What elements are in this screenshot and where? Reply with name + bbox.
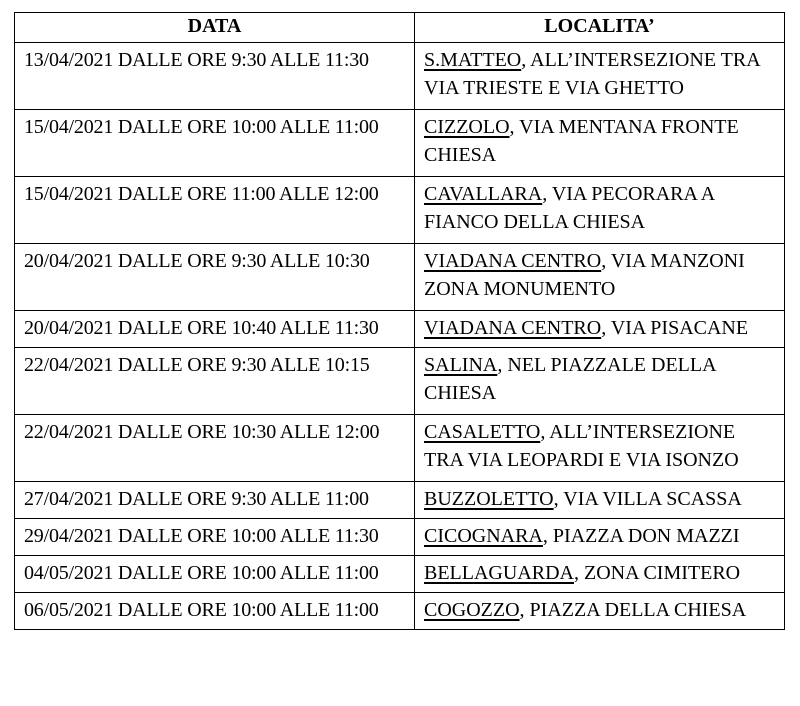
place-name: CAVALLARA [424, 183, 543, 205]
table-row [15, 244, 785, 311]
place-name: BELLAGUARDA [424, 562, 574, 584]
location-detail: , ALL’INTERSEZIONE TRA VIA TRIESTE E VIA GHETTO [424, 49, 760, 99]
header-row [15, 13, 785, 43]
date-cell: 15/04/2021 DALLE ORE 11:00 ALLE 12:00 [15, 177, 415, 244]
date-cell: 27/04/2021 DALLE ORE 9:30 ALLE 11:00 [15, 482, 415, 519]
schedule-table [14, 12, 785, 630]
location-cell [415, 244, 785, 311]
date-cell: 06/05/2021 DALLE ORE 10:00 ALLE 11:00 [15, 593, 415, 630]
location-detail: , ALL’INTERSEZIONE TRA VIA LEOPARDI E VIA ISONZO [424, 421, 739, 471]
location-detail: , VIA VILLA SCASSA [553, 488, 742, 510]
location-cell [415, 556, 785, 593]
date-cell: 22/04/2021 DALLE ORE 10:30 ALLE 12:00 [15, 415, 415, 482]
place-name: CASALETTO [424, 421, 541, 443]
table-row [15, 177, 785, 244]
table-row [15, 43, 785, 110]
date-cell: 15/04/2021 DALLE ORE 10:00 ALLE 11:00 [15, 110, 415, 177]
date-cell: 29/04/2021 DALLE ORE 10:00 ALLE 11:30 [15, 519, 415, 556]
place-name: COGOZZO [424, 599, 520, 621]
place-name: VIADANA CENTRO [424, 317, 602, 339]
table-row [15, 519, 785, 556]
location-cell [415, 311, 785, 348]
place-name: S.MATTEO [424, 49, 522, 71]
location-detail: , VIA MANZONI ZONA MONUMENTO [424, 250, 745, 300]
table-row [15, 593, 785, 630]
place-name: BUZZOLETTO [424, 488, 554, 510]
table-row [15, 482, 785, 519]
location-detail: , VIA MENTANA FRONTE CHIESA [424, 116, 739, 166]
location-detail: , VIA PISACANE [601, 317, 749, 339]
place-name: VIADANA CENTRO [424, 250, 602, 272]
date-column-header: DATA [15, 13, 415, 43]
table-row [15, 415, 785, 482]
date-cell: 20/04/2021 DALLE ORE 10:40 ALLE 11:30 [15, 311, 415, 348]
date-cell: 22/04/2021 DALLE ORE 9:30 ALLE 10:15 [15, 348, 415, 415]
table-row [15, 348, 785, 415]
location-cell [415, 43, 785, 110]
location-cell [415, 177, 785, 244]
location-column-header: LOCALITA’ [415, 13, 785, 43]
location-cell [415, 110, 785, 177]
location-cell [415, 348, 785, 415]
location-cell [415, 415, 785, 482]
table-row [15, 311, 785, 348]
table-row [15, 556, 785, 593]
date-cell: 13/04/2021 DALLE ORE 9:30 ALLE 11:30 [15, 43, 415, 110]
location-detail: , PIAZZA DON MAZZI [542, 525, 740, 547]
location-cell [415, 593, 785, 630]
location-detail: , PIAZZA DELLA CHIESA [519, 599, 747, 621]
location-cell [415, 482, 785, 519]
place-name: CIZZOLO [424, 116, 510, 138]
location-detail: , VIA PECORARA A FIANCO DELLA CHIESA [424, 183, 715, 233]
date-cell: 04/05/2021 DALLE ORE 10:00 ALLE 11:00 [15, 556, 415, 593]
location-detail: , ZONA CIMITERO [574, 562, 741, 584]
location-detail: , NEL PIAZZALE DELLA CHIESA [424, 354, 716, 404]
date-cell: 20/04/2021 DALLE ORE 9:30 ALLE 10:30 [15, 244, 415, 311]
place-name: CICOGNARA [424, 525, 543, 547]
location-cell [415, 519, 785, 556]
place-name: SALINA [424, 354, 498, 376]
table-row [15, 110, 785, 177]
